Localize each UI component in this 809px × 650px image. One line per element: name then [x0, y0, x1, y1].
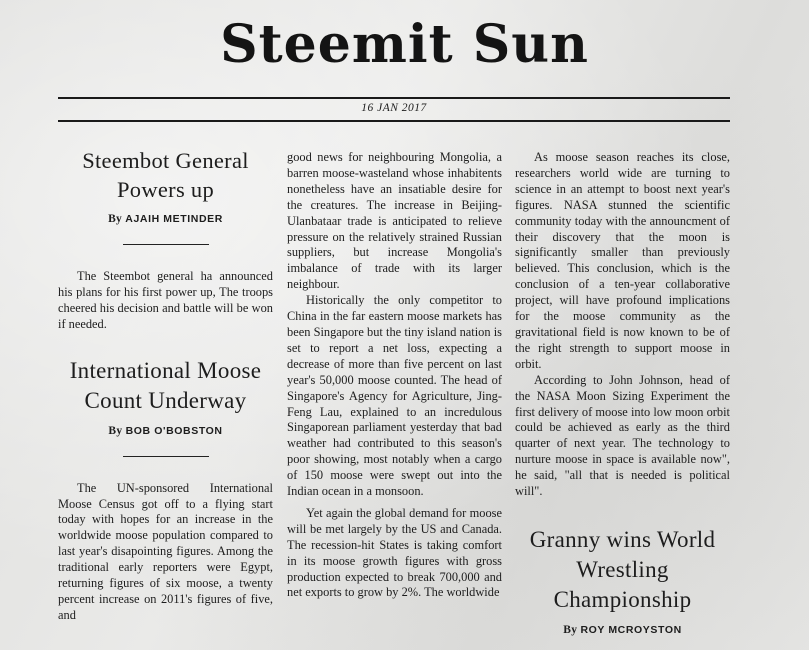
steembot-headline: Steembot General Powers up — [82, 148, 249, 202]
moose-paragraph-1: The UN-sponsored International Moose Census got off to a flying start today with hopes for an increase in the worldwide moose population compared to last year's disapointing figures. Among the traditional early reporters were Egypt, returning figures of six moose, a twenty percent increase on 2011's figures of five, and — [58, 480, 273, 622]
column-2 — [287, 150, 502, 601]
moose-headline: International Moose Count Underway — [69, 357, 262, 413]
steembot-paragraph: The Steembot general ha announced his plans for his first power up, The troops cheered his decision and battle will be won if needed. — [58, 269, 273, 331]
issue-date: 16 JAN 2017 — [361, 102, 427, 114]
steembot-divider — [123, 244, 209, 245]
moose-author: BOB O'BOBSTON — [125, 424, 223, 437]
column-3 — [515, 150, 730, 636]
moose-paragraph-3: Historically the only competitor to China in the far eastern moose markets has been Singapore but the tiny island nation is set to report a net loss, expecting a decrease of more than five percent on last year's 50,000 moose counted. The head of Singapore's Agency for Agriculture, Jing-Feng Lau, explained to an incredulous Singaporean parliament yesterday that bad weather had contributed to this season's poor showing, most notably when a cargo of 150 moose were swept out into the Indian ocean in a monsoon. — [287, 293, 502, 499]
moose-paragraph-2: good news for neighbouring Mongolia, a barren moose-wasteland whose inhabitents nonetheless have an insatiable desire for the creatures. The increase in Beijing-Ulanbataar trade is anticipated to relieve pressure on the relatively strained Russian suppliers, but increase Mongolia's imbalance of trade with its larger neighbour. — [287, 150, 502, 292]
moose-byline: By BOB O'BOBSTON — [108, 424, 223, 437]
granny-headline: Granny wins World Wrestling Championship — [529, 526, 716, 612]
granny-byline: By ROY MCROYSTON — [563, 623, 682, 636]
granny-author: ROY MCROYSTON — [580, 623, 682, 636]
moose-divider — [123, 456, 209, 457]
moose-paragraph-6: According to John Johnson, head of the NASA Moon Sizing Experiment the first delivery of moose into low moon orbit could be achieved as early as the third quarter of next year. The technology to nurture moose in space is available now", he said, "all that is needed is political will". — [515, 372, 730, 499]
moose-paragraph-4: Yet again the global demand for moose will be met largely by the US and Canada. The recession-hit States is taking comfort in its moose growth figures with gross production expected to break 700,000 and net exports to grow by 2%. The worldwide — [287, 505, 502, 600]
column-1 — [58, 146, 273, 624]
masthead-rule-bottom — [58, 120, 730, 122]
steembot-byline: By AJAIH METINDER — [108, 213, 223, 225]
masthead-title: Steemit Sun — [220, 14, 589, 75]
steembot-author: AJAIH METINDER — [125, 213, 223, 225]
masthead-rule-top — [58, 97, 730, 99]
moose-paragraph-5: As moose season reaches its close, researchers world wide are turning to science in an attempt to boost next year's figures. NASA stunned the scientific community today with the announcment of their discovery that the moon is significantly smaller than previously believed. This conclusion, which is the conclusion of a ten-year collaborative project, will have profound implications for the moose community as the gravitational field is now known to be of the right strength to support moose in orbit. — [515, 150, 730, 371]
